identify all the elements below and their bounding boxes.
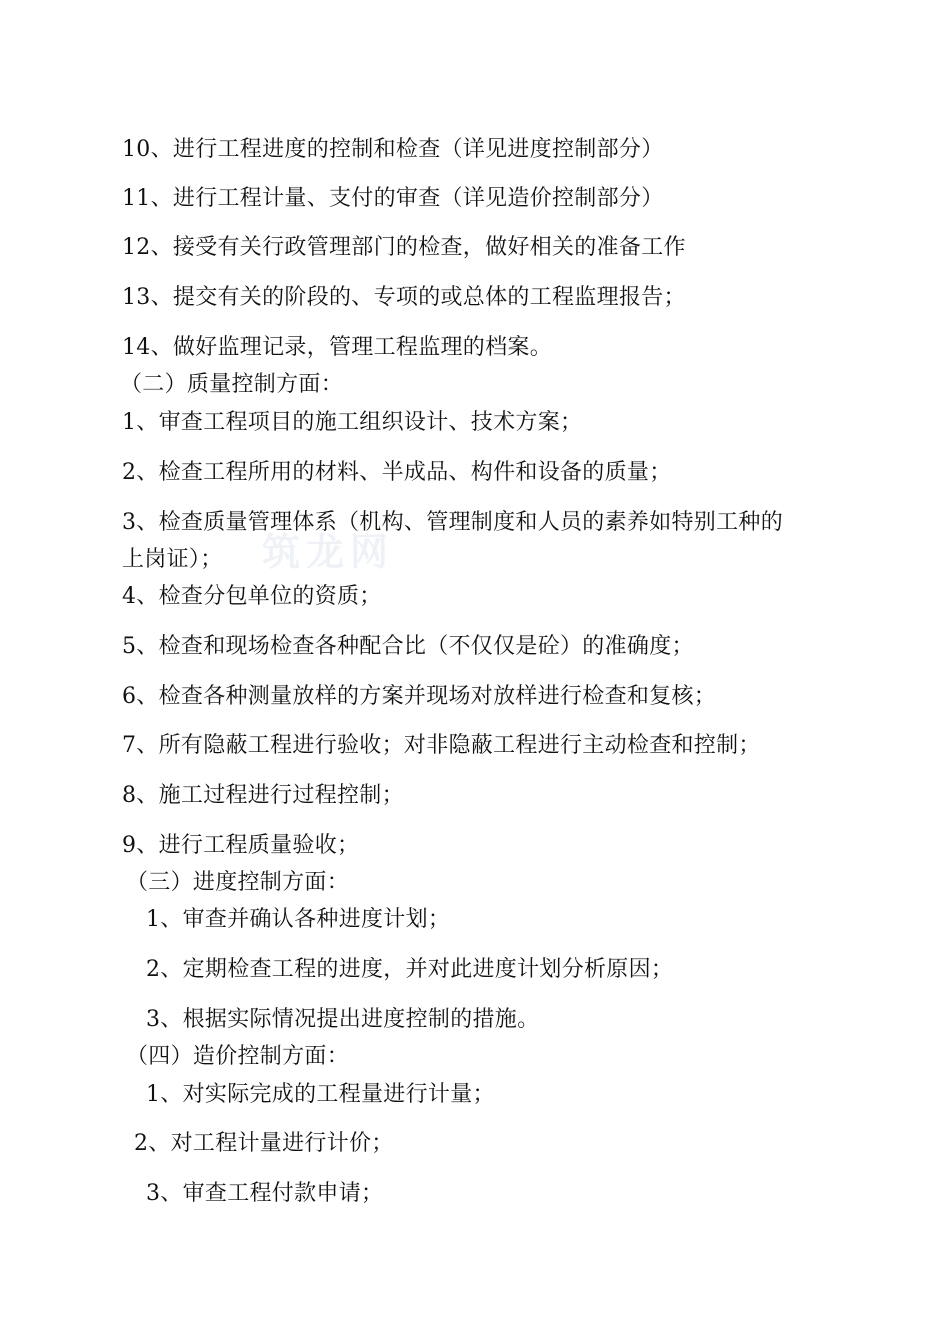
text-line-3: 12、接受有关行政管理部门的检查，做好相关的准备工作 xyxy=(122,235,686,260)
text-line-24: 3、审查工程付款申请； xyxy=(146,1181,384,1206)
text-line-9: 3、检查质量管理体系（机构、管理制度和人员的素养如特别工种的 xyxy=(122,510,783,535)
text-line-23: 2、对工程计量进行计价； xyxy=(134,1131,394,1156)
text-line-20: 3、根据实际情况提出进度控制的措施。 xyxy=(146,1007,540,1032)
text-line-16: 9、进行工程质量验收； xyxy=(122,833,360,858)
text-line-7: 1、审查工程项目的施工组织设计、技术方案； xyxy=(122,410,583,435)
text-line-14: 7、所有隐蔽工程进行验收；对非隐蔽工程进行主动检查和控制； xyxy=(122,733,761,758)
watermark-text: 筑龙网 xyxy=(262,529,395,574)
text-line-12: 5、检查和现场检查各种配合比（不仅仅是砼）的准确度； xyxy=(122,634,694,659)
text-line-1: 10、进行工程进度的控制和检查（详见进度控制部分） xyxy=(122,137,664,162)
text-line-13: 6、检查各种测量放样的方案并现场对放样进行检查和复核； xyxy=(122,684,717,709)
text-line-10: 上岗证）； xyxy=(122,547,223,572)
text-line-15: 8、施工过程进行过程控制； xyxy=(122,783,404,808)
text-line-8: 2、检查工程所用的材料、半成品、构件和设备的质量； xyxy=(122,460,672,485)
text-line-2: 11、进行工程计量、支付的审查（详见造价控制部分） xyxy=(122,186,664,211)
text-line-11: 4、检查分包单位的资质； xyxy=(122,584,382,609)
section-heading-cost: （四）造价控制方面： xyxy=(126,1044,350,1069)
section-heading-schedule: （三）进度控制方面： xyxy=(126,870,350,895)
text-line-5: 14、做好监理记录，管理工程监理的档案。 xyxy=(122,335,552,360)
text-line-22: 1、对实际完成的工程量进行计量； xyxy=(146,1082,495,1107)
text-line-18: 1、审查并确认各种进度计划； xyxy=(146,907,451,932)
section-heading-quality: （二）质量控制方面： xyxy=(120,372,344,397)
text-line-4: 13、提交有关的阶段的、专项的或总体的工程监理报告； xyxy=(122,285,686,310)
text-line-19: 2、定期检查工程的进度，并对此进度计划分析原因； xyxy=(146,957,674,982)
